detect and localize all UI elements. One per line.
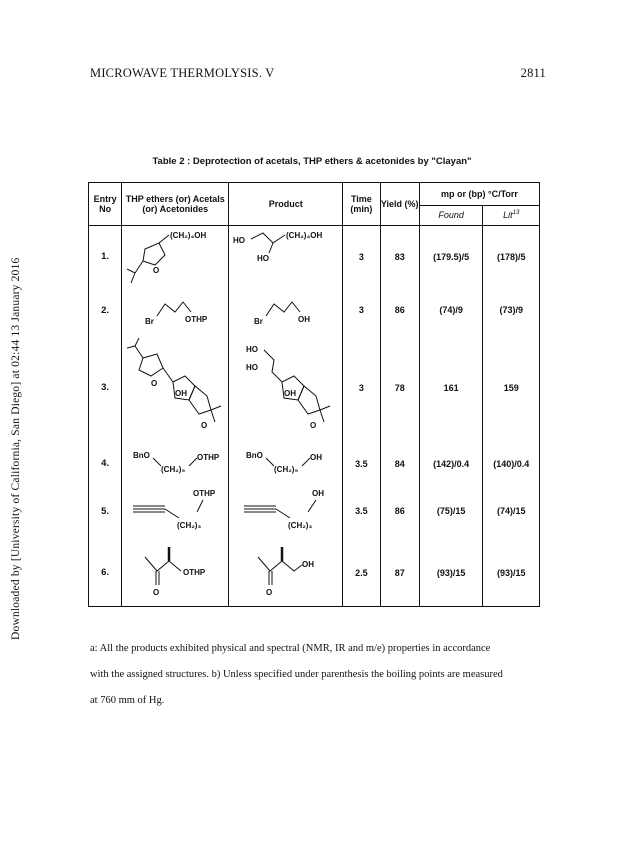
yield-value: 83 [380, 225, 419, 288]
time-value: 3.5 [343, 444, 380, 484]
found-value: (179.5)/5 [419, 225, 483, 288]
running-header [90, 66, 546, 84]
data-table [89, 183, 539, 606]
ketone-oh-structure [236, 543, 336, 603]
product-structure [229, 484, 343, 540]
othp-label: OTHP [183, 567, 206, 577]
found-value: 161 [419, 332, 483, 443]
time-value: 3 [343, 288, 380, 332]
ring-o-label: O [309, 420, 316, 430]
carbonyl-o-label: O [265, 587, 272, 597]
reactant-structure [122, 332, 229, 443]
table-row [89, 539, 539, 606]
header-yield: Yield (%) [380, 183, 419, 225]
page-number: 2811 [520, 66, 546, 80]
header-found: Found [419, 205, 483, 225]
bno-label: BnO [133, 450, 151, 460]
found-value: (75)/15 [419, 484, 483, 540]
footnote-line: a: All the products exhibited physical and spectral (NMR, IR and m/e) properties in accordance [90, 643, 491, 654]
data-table-frame [88, 182, 540, 607]
entry-number: 2. [89, 288, 122, 332]
product-structure [229, 332, 343, 443]
carbonyl-o-label: O [153, 587, 160, 597]
footnote [90, 636, 545, 714]
entry-number: 1. [89, 225, 122, 288]
header-lit [483, 205, 539, 225]
diol-acetonide-structure [234, 338, 338, 438]
entry-number: 3. [89, 332, 122, 443]
ring-o-label-2: O [201, 420, 208, 430]
header-mp-bp: mp or (bp) °C/Torr [419, 183, 539, 205]
reactant-structure [122, 484, 229, 540]
table-caption: Table 2 : Deprotection of acetals, THP ethers & acetonides by "Clayan" [152, 156, 472, 167]
table-row [89, 225, 539, 288]
bno-label: BnO [245, 450, 263, 460]
lit-value: (73)/9 [499, 305, 523, 316]
header-time: Time (min) [343, 183, 380, 225]
chain-label: (CH₂)₃ [287, 521, 312, 531]
alkyne-oh-structure [236, 486, 336, 536]
found-value: (74)/9 [419, 288, 483, 332]
header-lit-ref: 13 [512, 210, 520, 216]
product-structure [229, 225, 343, 288]
time-value: 3 [343, 332, 380, 443]
ring-o-label: O [151, 378, 158, 388]
oh-label: OH [283, 388, 296, 398]
oh-label: OH [301, 559, 314, 569]
lit-value: 159 [503, 382, 519, 393]
ho-label: HO [245, 344, 258, 354]
chain-label: (CH₂)₅ [273, 464, 298, 474]
chain-label: (CH₂)₅ [161, 464, 186, 474]
oh-label: OH [309, 452, 322, 462]
yield-value: 86 [380, 288, 419, 332]
entry-number: 4. [89, 444, 122, 484]
br-label: Br [253, 317, 263, 327]
chain-label: (CH₂)₄OH [170, 230, 207, 240]
ho-label-2: HO [256, 253, 269, 263]
chain-label: (CH₂)₃ [177, 521, 202, 531]
download-watermark: Downloaded by [University of California, San Diego] at 02:44 13 January 2016 [10, 257, 22, 640]
footnote-line: with the assigned structures. b) Unless specified under parenthesis the boiling points are measured [90, 669, 503, 680]
ho-label-2: HO [245, 362, 258, 372]
table-row [89, 484, 539, 540]
lit-value: (178)/5 [496, 251, 526, 262]
oh-label: OH [311, 489, 324, 499]
yield-value: 87 [380, 539, 419, 606]
benzyloxy-othp-structure [125, 446, 225, 482]
time-value: 2.5 [343, 539, 380, 606]
yield-value: 86 [380, 484, 419, 540]
diacetonide-structure [123, 338, 227, 438]
reactant-structure [122, 225, 229, 288]
header-reactant: THP ethers (or) Acetals (or) Acetonides [122, 183, 229, 225]
product-structure [229, 444, 343, 484]
ketone-othp-structure [125, 543, 225, 603]
othp-label: OTHP [197, 452, 220, 462]
footnote-line: at 760 mm of Hg. [90, 695, 165, 706]
alkyne-othp-structure [125, 486, 225, 536]
yield-value: 84 [380, 444, 419, 484]
bromo-oh-structure [238, 290, 334, 330]
product-structure [229, 288, 343, 332]
triol-structure [231, 229, 341, 285]
reactant-structure [122, 539, 229, 606]
benzyloxy-oh-structure [236, 446, 336, 482]
table-row [89, 332, 539, 443]
reactant-structure [122, 444, 229, 484]
oh-label: OH [175, 388, 188, 398]
found-value: (93)/15 [419, 539, 483, 606]
lit-value: (93)/15 [496, 567, 526, 578]
running-title: MICROWAVE THERMOLYSIS. V [90, 66, 275, 80]
chain-label: (CH₂)₄OH [285, 230, 322, 240]
br-label: Br [145, 317, 155, 327]
yield-value: 78 [380, 332, 419, 443]
found-value: (142)/0.4 [419, 444, 483, 484]
entry-number: 6. [89, 539, 122, 606]
time-value: 3 [343, 225, 380, 288]
oh-label: OH [297, 315, 310, 325]
header-product: Product [229, 183, 343, 225]
othp-label: OTHP [185, 315, 208, 325]
product-structure [229, 539, 343, 606]
lit-value: (74)/15 [496, 506, 526, 517]
othp-label: OTHP [193, 489, 216, 499]
lit-value: (140)/0.4 [493, 458, 530, 469]
reactant-structure [122, 288, 229, 332]
acetonide-diol-structure [125, 229, 225, 285]
bromo-othp-structure [127, 290, 223, 330]
time-value: 3.5 [343, 484, 380, 540]
table-row [89, 288, 539, 332]
table-row [89, 444, 539, 484]
ho-label: HO [232, 235, 245, 245]
header-lit-label: Lit [503, 210, 513, 220]
header-entry: Entry No [89, 183, 122, 225]
entry-number: 5. [89, 484, 122, 540]
ring-o-label: O [153, 265, 160, 275]
